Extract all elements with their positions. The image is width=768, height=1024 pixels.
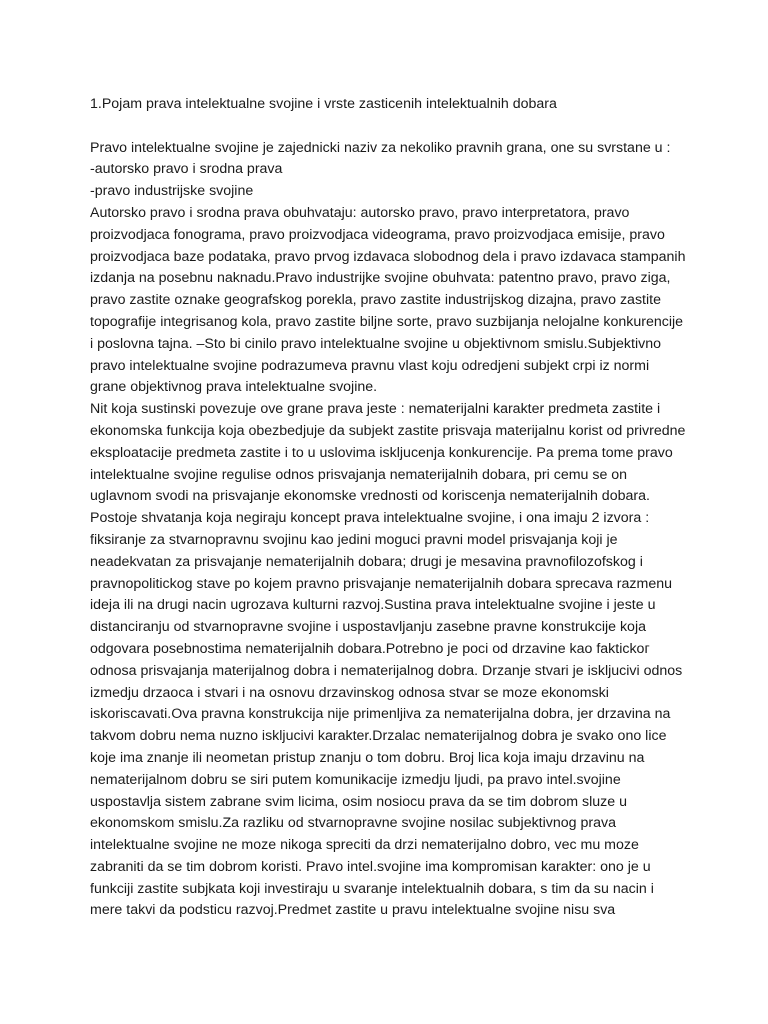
text-line: ideja ili na drugi nacin ugrozava kulturni razvoj.Sustina prava intelektualne svojine i jeste u [90,597,656,614]
text-line: topografije integrisanog kola, pravo zastite biljne sorte, pravo suzbijanja nelojalne konkurencije [90,313,684,330]
text-line: Postoje shvatanja koja negiraju koncept prava intelektualne svojine, i ona imaju 2 izvora : [90,510,650,527]
text-line: uspostavlja sistem zabrane svim licima, osim nosiocu prava da se tim dobrom sluze u [90,793,627,810]
text-line: ekonomskom smislu.Za razliku od stvarnopravne svojine nosilac subjektivnog prava [90,815,616,832]
text-line: eksploatacije predmeta zastite i to u uslovima iskljucenja konkurencije. Pa prema tome pravo [90,444,673,461]
text-line: proizvodjaca baze podataka, pravo prvog izdavaca slobodnog dela i pravo izdavaca stampanih [90,248,686,265]
text-line: Autorsko pravo i srodna prava obuhvataju: autorsko pravo, pravo interpretatora, pravo [90,204,630,221]
document-paragraph [90,138,690,923]
text-line: grane objektivnog prava intelektualne svojine. [90,379,378,396]
text-line: izdanja na posebnu naknadu.Pravo industrijke svojine obuhvata: patentno pravo, pravo ziga, [90,270,671,287]
text-line: Nit koja sustinski povezuje ove grane prava jeste : nematerijalni karakter predmeta zastite i [90,401,661,418]
text-line: zabraniti da se tim dobrom koristi. Pravo intel.svojine ima kompromisan karakter: ono je u [90,858,651,875]
text-line: pravo intelektualne svojine podrazumeva pravnu vlast koju odredjeni subjekt crpi iz normi [90,357,650,374]
text-line: funkciji zastite subjkata koji investiraju u svaranje intelektualnih dobara, s tim da su nacin i [90,880,654,897]
text-line: intelektualne svojine ne moze nikoga spreciti da drzi nematerijalno dobro, vec mu moze [90,837,639,854]
document-heading: 1.Pojam prava intelektualne svojine i vrste zasticenih intelektualnih dobara [90,96,557,112]
text-line: ekonomska funkcija koja obezbedjuje da subjekt zastite prisvaja materijalnu korist od privredne [90,422,686,439]
text-line: pravnopolitickog stave po kojem pravno prisvajanje nematerijalnih dobara sprecava razmenu [90,575,673,592]
text-line: intelektualne svojine regulise odnos prisvajanja nematerijalnih dobara, pri cemu se on [90,466,628,483]
text-line: proizvodjaca fonograma, pravo proizvodjaca videograma, pravo proizvodjaca emisije, pravo [90,226,665,243]
text-line: -autorsko pravo i srodna prava [90,161,283,178]
text-line: uglavnom svodi na prisvajanje ekonomske vrednosti od koriscenja nematerijalnih dobara. [90,488,650,505]
text-line: nematerijalnom dobru se siri putem komunikacije izmedju ljudi, pa pravo intel.svojine [90,771,621,788]
text-line: neadekvatan za prisvajanje nematerijalnih dobara; drugi je mesavina pravnofilozofskog i [90,553,643,570]
text-line: -pravo industrijske svojine [90,183,254,200]
text-line: Pravo intelektualne svojine je zajednicki naziv za nekoliko pravnih grana, one su svrstane u : [90,139,671,156]
text-line: fiksiranje za stvarnopravnu svojinu kao jedini moguci pravni model prisvajanja koji je [90,531,618,548]
text-line: odnosa prisvajanja materijalnog dobra i nematerijalnog dobra. Drzanje stvari je iskljucivi odnos [90,662,683,679]
text-line: odgovara posebnostima nematerijalnih dobara.Potrebno je poci od drzavine kao faktickoг [90,640,650,657]
text-line: pravo zastite oznake geografskog porekla, pravo zastite industrijskog dizajna, pravo zastite [90,292,661,309]
text-line: mere takvi da podsticu razvoj.Predmet zastite u pravu intelektualne svojine nisu sva [90,902,616,919]
text-line: iskoriscavati.Ova pravna konstrukcija nije primenljiva za nematerijalna dobra, jer drzavina na [90,706,671,723]
document-body [90,94,690,922]
text-line: izmedju drzaoca i stvari i na osnovu drzavinskog odnosa stvar se moze ekonomski [90,684,609,701]
text-line: takvom dobru nema nuzno iskljucivi karakter.Drzalac nematerijalnog dobra je svako ono lice [90,728,667,745]
text-line: distanciranju od stvarnopravne svojine i uspostavljanju zasebne pravne konstrukcije koja [90,619,646,636]
text-line: i poslovna tajna. –Sto bi cinilo pravo intelektualne svojine u objektivnom smislu.Subjektivno [90,335,661,352]
text-line: koje ima znanje ili neometan pristup znanju o tom dobru. Broj lica koja imaju drzavinu na [90,749,645,766]
